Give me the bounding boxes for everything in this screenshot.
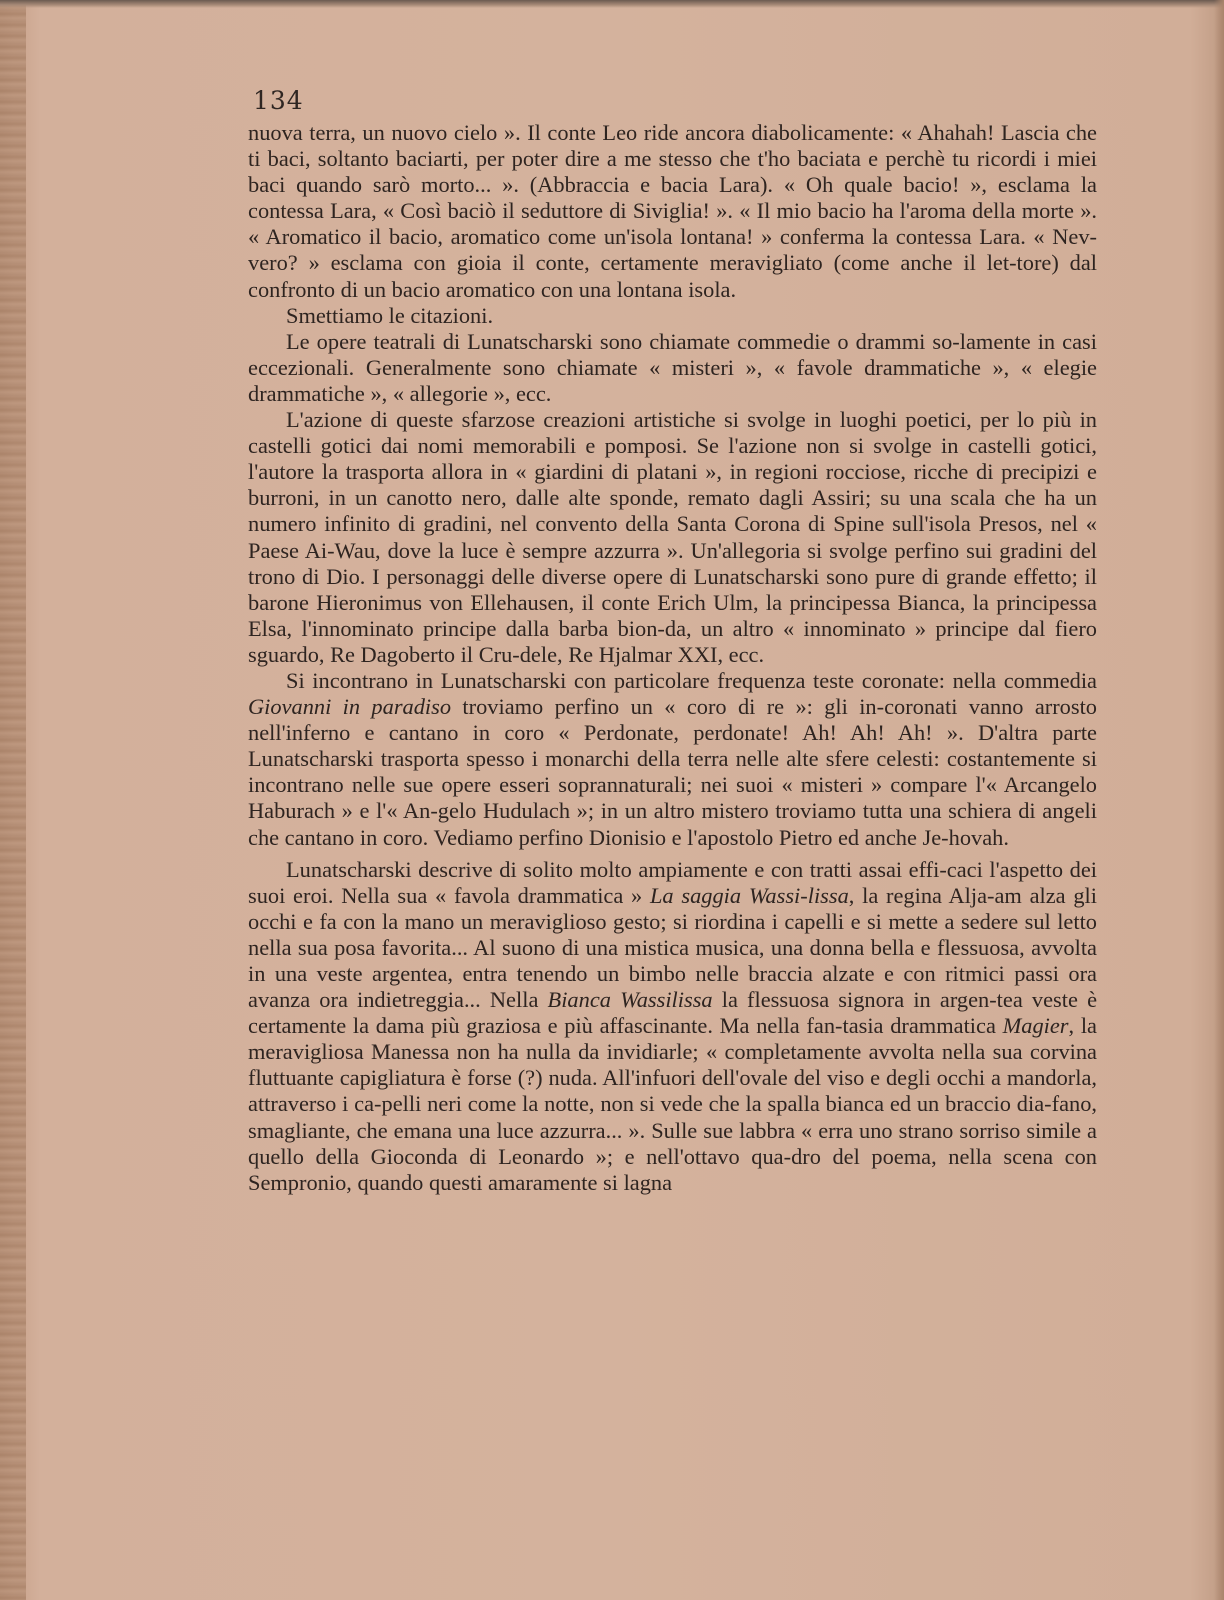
text-run: troviamo perfino un « coro di re »: gli in-coronati vanno arrosto nell'inferno e cantano in coro « Perdonate, perdonate! Ah! Ah! Ah! ». D'altra parte Lunatscharski trasporta spesso i monarchi della terra nelle alte sfere celesti: costantemente si incontrano nelle sue opere esseri soprannaturali; nei suoi « misteri » compare l'« Arcangelo Haburach » e l'« An-gelo Hudulach »; in un altro mistero troviamo tutta una schiera di angeli che cantano in coro. Vediamo perfino Dionisio e l'apostolo Pietro ed anche Je-hovah. xyxy=(248,694,1097,850)
italic-title: La saggia Wassi-lissa xyxy=(649,882,849,908)
text-run: Le opere teatrali di Lunatscharski sono chiamate commedie o drammi so-lamente in casi eccezionali. Generalmente sono chiamate « misteri », « favole drammatiche », « elegie drammatiche », « allegorie », ecc. xyxy=(248,328,1097,406)
text-run: la flessuosa signora in argen-tea veste è certamente la dama più graziosa e più affascinante. Ma nella fan-tasia drammatica xyxy=(248,987,1098,1039)
paragraph xyxy=(248,668,1097,851)
page-number: 134 xyxy=(253,86,304,115)
paragraph xyxy=(248,120,1097,303)
italic-title: Bianca Wassilissa xyxy=(547,987,713,1013)
paragraph xyxy=(248,329,1097,407)
text-run: Lunatscharski descrive di solito molto ampiamente e con tratti assai effi-caci l'aspetto dei suoi eroi. Nella sua « favola drammatica » xyxy=(248,856,1097,908)
text-run: Smettiamo le citazioni. xyxy=(286,302,494,328)
paragraph xyxy=(248,407,1097,668)
text-run: nuova terra, un nuovo cielo ». Il conte Leo ride ancora diabolicamente: « Ahahah! Lascia che ti baci, soltanto baciarti, per poter dire a me stesso che t'ho baciata e perchè tu ricordi i miei baci quando sarò morto... ». (Abbraccia e bacia Lara). « Oh quale bacio! », esclama la contessa Lara, « Così baciò il seduttore di Siviglia! ». « Il mio bacio ha l'aroma della morte ». « Aromatico il bacio, aromatico come un'isola lontana! » conferma la contessa Lara. « Nev-vero? » esclama con gioia il conte, certamente meravigliato (come anche il let-tore) dal confronto di un bacio aromatico con una lontana isola. xyxy=(248,120,1097,302)
text-run: , la meravigliosa Manessa non ha nulla da invidiarle; « completamente avvolta nella sua corvina fluttuante capigliatura è forse (?) nuda. All'infuori dell'ovale del viso e degli occhi a mandorla, attraverso i ca-pelli neri come la notte, non si vede che la spalla bianca ed un braccio dia-fano, smagliante, che emana una luce azzurra... ». Sulle sue labbra « erra uno strano sorriso simile a quello della Gioconda di Leonardo »; e nell'ottavo qua-dro del poema, nella scena con Sempronio, quando questi amaramente si lagna xyxy=(248,1013,1097,1195)
book-spine-edge xyxy=(0,0,26,1600)
italic-title: Giovanni in paradiso xyxy=(248,694,452,720)
italic-title: Magier xyxy=(1002,1013,1069,1039)
paragraph xyxy=(248,303,1097,329)
page-right-edge xyxy=(1214,0,1224,1600)
page-top-edge xyxy=(0,0,1224,8)
text-run: , la regina Alja-am alza gli occhi e fa con la mano un meraviglioso gesto; si riordina i capelli e si mette a sedere sul letto nella sua posa favorita... Al suono di una mistica musica, una donna bella e flessuosa, avvolta in una veste argentea, entra tenendo un bimbo nelle braccia alzate e con ritmici passi ora avanza ora indietreggia... Nella xyxy=(248,882,1097,1013)
paragraph xyxy=(248,857,1097,1196)
body-text xyxy=(248,120,1097,1196)
text-run: Si incontrano in Lunatscharski con particolare frequenza teste coronate: nella commedia xyxy=(286,667,1097,693)
text-run: L'azione di queste sfarzose creazioni artistiche si svolge in luoghi poetici, per lo più in castelli gotici dai nomi memorabili e pomposi. Se l'azione non si svolge in castelli gotici, l'autore la trasporta allora in « giardini di platani », in regioni rocciose, ricche di precipizi e burroni, in un canotto nero, dalle alte sponde, remato dagli Assiri; su una scala che ha un numero infinito di gradini, nel convento della Santa Corona di Spine sull'isola Presos, nel « Paese Ai-Wau, dove la luce è sempre azzurra ». Un'allegoria si svolge perfino sui gradini del trono di Dio. I personaggi delle diverse opere di Lunatscharski sono pure di grande effetto; il barone Hieronimus von Ellehausen, il conte Erich Ulm, la principessa Bianca, la principessa Elsa, l'innominato principe dalla barba bion-da, un altro « innominato » principe dal fiero sguardo, Re Dagoberto il Cru-dele, Re Hjalmar XXI, ecc. xyxy=(248,407,1097,667)
